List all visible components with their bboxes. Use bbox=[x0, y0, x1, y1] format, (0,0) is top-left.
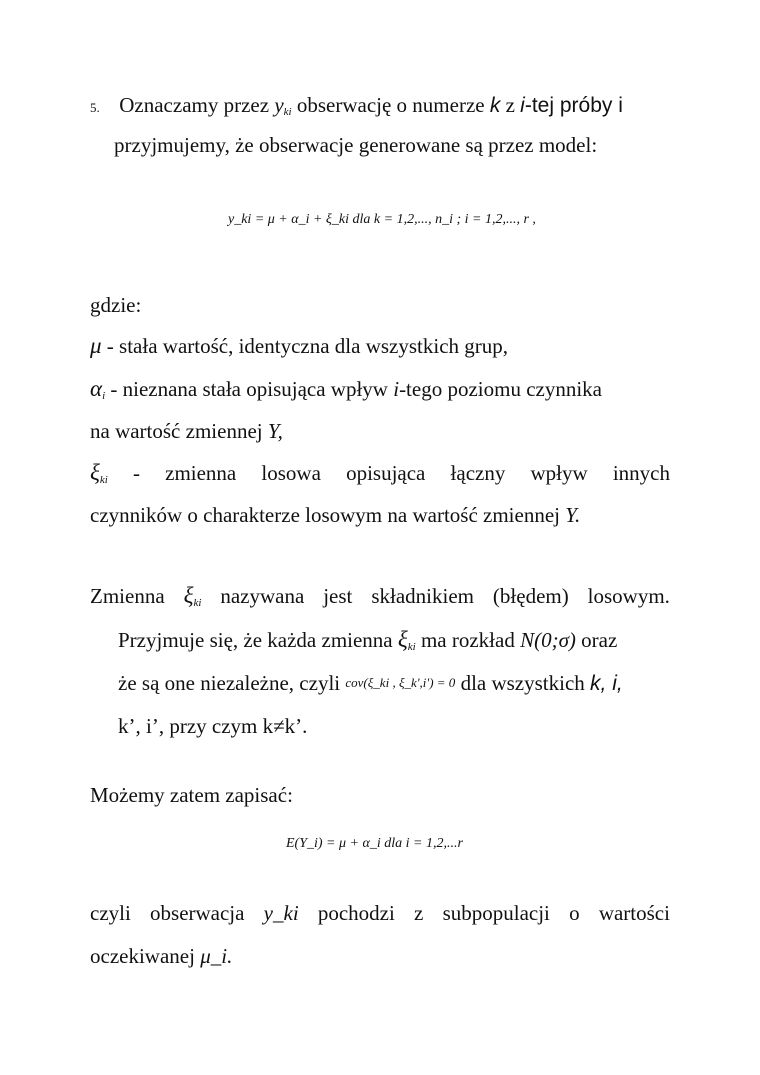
zatem-label: Możemy zatem zapisać: bbox=[90, 783, 293, 807]
cov-equation: cov(ξ_ki , ξ_k',i') = 0 bbox=[345, 675, 456, 690]
alpha-definition-line-2: na wartość zmiennej Y, bbox=[90, 419, 283, 443]
intro-line-1: 5. Oznaczamy przez $y_{ki}$ obserwację o numerze k z i-tej próby i bbox=[90, 92, 670, 125]
alpha-definition-line-1: $\alpha_i$ - nieznana stała opisująca wpływ i-tego poziomu czynnika bbox=[90, 376, 602, 402]
gdzie-label: gdzie: bbox=[90, 293, 142, 317]
conclusion-line-1: czyli obserwacja y_ki pochodzi z subpopulacji o wartości bbox=[90, 901, 670, 925]
mu-i-symbol: μ_i. bbox=[200, 944, 233, 968]
error-line-4: k’, i’, przy czym k≠k’. bbox=[118, 714, 308, 738]
model-equation: y_ki = μ + α_i + ξ_ki dla k = 1,2,..., n_i ; i = 1,2,..., r , bbox=[228, 212, 536, 227]
mu-definition: μ - stała wartość, identyczna dla wszystkich grup, bbox=[90, 333, 509, 358]
error-line-1: Zmienna $\xi_{ki}$ nazywana jest składnikiem (błędem) losowym. bbox=[90, 583, 670, 609]
xi-definition-line-2: czynników o charakterze losowym na wartość zmiennej Y. bbox=[90, 503, 581, 527]
error-line-3: że są one niezależne, czyli cov(ξ_ki , ξ_k',i') = 0 dla wszystkich k, i, bbox=[118, 671, 623, 695]
conclusion-line-2: oczekiwanej μ_i. bbox=[90, 944, 233, 968]
intro-line-2: przyjmujemy, że obserwacje generowane są przez model: bbox=[114, 133, 598, 157]
error-line-2: Przyjmuje się, że każda zmienna $\xi_{ki}$ ma rozkład N(0;σ) oraz bbox=[118, 627, 618, 653]
mu-symbol: μ bbox=[90, 333, 102, 358]
item-number: 5. bbox=[90, 100, 100, 115]
xi-symbol: ξ bbox=[90, 460, 100, 485]
xi-definition-line-1: $\xi_{ki}$ - zmienna losowa opisująca łączny wpływ innych bbox=[90, 460, 670, 486]
alpha-symbol: α bbox=[90, 376, 103, 401]
expectation-equation: E(Y_i) = μ + α_i dla i = 1,2,...r bbox=[286, 836, 463, 851]
